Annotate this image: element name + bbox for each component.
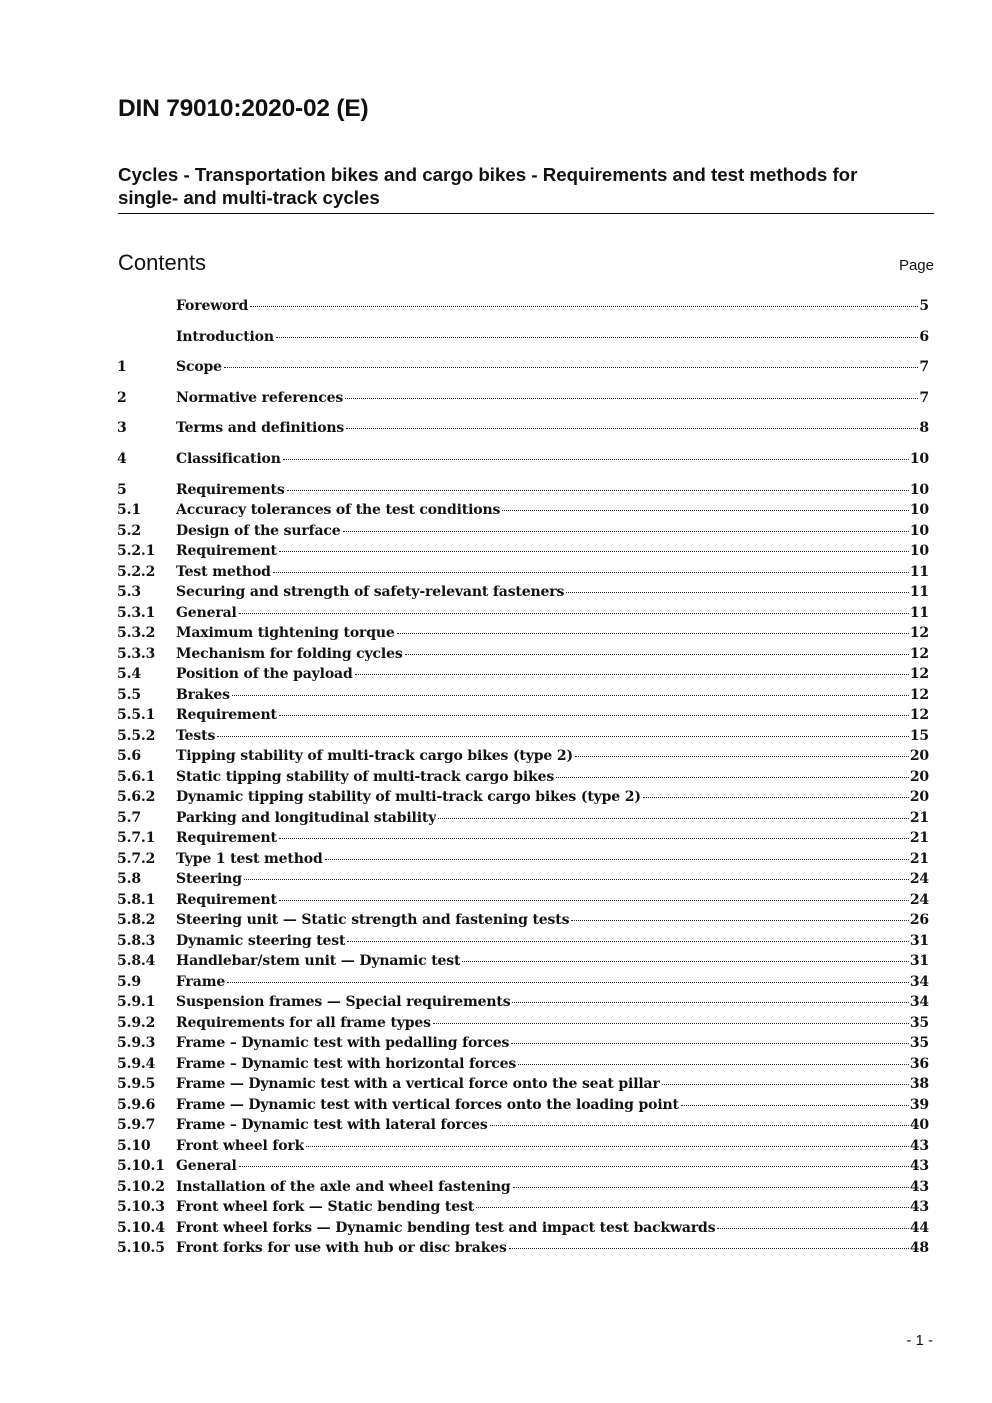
toc-dot-leader bbox=[227, 981, 909, 983]
toc-entry-number: 5.2 bbox=[117, 522, 141, 539]
toc-dot-leader bbox=[239, 1165, 909, 1167]
toc-entry-number: 1 bbox=[117, 359, 127, 376]
toc-dot-leader bbox=[662, 1083, 909, 1085]
toc-entry-title: Handlebar/stem unit — Dynamic test bbox=[176, 953, 461, 970]
toc-entry[interactable] bbox=[117, 828, 929, 849]
toc-entry-page: 24 bbox=[909, 871, 929, 888]
toc-entry-page: 26 bbox=[909, 912, 929, 929]
toc-dot-leader bbox=[244, 878, 909, 880]
toc-dot-leader bbox=[518, 1063, 909, 1065]
toc-entry-number: 5.10 bbox=[117, 1137, 151, 1154]
toc-entry-number: 5.3.1 bbox=[117, 604, 156, 621]
toc-entry-title: Requirement bbox=[176, 543, 277, 560]
toc-entry-page: 31 bbox=[909, 953, 929, 970]
toc-entry-title: Frame — Dynamic test with vertical forces onto the loading point bbox=[176, 1096, 679, 1113]
toc-entry-page: 35 bbox=[909, 1035, 929, 1052]
toc-dot-leader bbox=[287, 489, 909, 491]
toc-dot-leader bbox=[232, 694, 909, 696]
toc-dot-leader bbox=[347, 940, 908, 942]
toc-entry[interactable] bbox=[117, 623, 929, 644]
toc-entry-title: Dynamic tipping stability of multi-track cargo bikes (type 2) bbox=[176, 789, 641, 806]
toc-entry-title: Tipping stability of multi-track cargo bikes (type 2) bbox=[176, 748, 573, 765]
toc-entry-number: 5.5 bbox=[117, 686, 141, 703]
toc-entry[interactable] bbox=[117, 726, 929, 747]
toc-entry[interactable] bbox=[117, 1156, 929, 1177]
toc-entry-title: Maximum tightening torque bbox=[176, 625, 395, 642]
toc-entry[interactable] bbox=[117, 296, 929, 327]
toc-entry[interactable] bbox=[117, 327, 929, 358]
toc-entry-page: 12 bbox=[909, 707, 929, 724]
toc-entry-page: 43 bbox=[909, 1199, 929, 1216]
toc-entry-title: Frame – Dynamic test with lateral forces bbox=[176, 1117, 488, 1134]
toc-entry-title: Type 1 test method bbox=[176, 850, 323, 867]
toc-entry[interactable] bbox=[117, 992, 929, 1013]
toc-entry-page: 38 bbox=[909, 1076, 929, 1093]
toc-entry-page: 21 bbox=[909, 809, 929, 826]
toc-entry-number: 5.9 bbox=[117, 973, 141, 990]
toc-entry-number: 5.9.2 bbox=[117, 1014, 156, 1031]
toc-entry-title: Frame — Dynamic test with a vertical force onto the seat pillar bbox=[176, 1076, 660, 1093]
toc-entry-page: 11 bbox=[909, 563, 929, 580]
toc-entry-title: General bbox=[176, 604, 237, 621]
toc-entry-number: 5.9.5 bbox=[117, 1076, 156, 1093]
toc-entry-page: 43 bbox=[909, 1137, 929, 1154]
toc-dot-leader bbox=[397, 632, 909, 634]
toc-entry-number: 5.9.4 bbox=[117, 1055, 156, 1072]
toc-entry-title: Introduction bbox=[176, 328, 274, 345]
toc-dot-leader bbox=[279, 550, 909, 552]
toc-dot-leader bbox=[250, 305, 918, 307]
toc-entry-page: 11 bbox=[909, 604, 929, 621]
toc-entry-number: 5 bbox=[117, 481, 127, 498]
toc-entry[interactable] bbox=[117, 746, 929, 767]
toc-entry-page: 21 bbox=[909, 850, 929, 867]
toc-entry-title: Installation of the axle and wheel fastening bbox=[176, 1178, 511, 1195]
toc-dot-leader bbox=[343, 530, 909, 532]
toc-entry[interactable] bbox=[117, 418, 929, 449]
toc-entry[interactable] bbox=[117, 449, 929, 480]
toc-dot-leader bbox=[279, 899, 909, 901]
toc-entry-title: Requirements for all frame types bbox=[176, 1014, 431, 1031]
toc-entry-title: Mechanism for folding cycles bbox=[176, 645, 403, 662]
toc-entry-number: 5.10.5 bbox=[117, 1240, 165, 1257]
toc-entry-page: 10 bbox=[909, 450, 929, 467]
toc-dot-leader bbox=[283, 458, 909, 460]
toc-dot-leader bbox=[279, 837, 909, 839]
toc-dot-leader bbox=[273, 571, 909, 573]
toc-entry[interactable] bbox=[117, 664, 929, 685]
toc-entry-number: 5.8.1 bbox=[117, 891, 156, 908]
toc-entry-title: Foreword bbox=[176, 298, 249, 314]
toc-dot-leader bbox=[325, 858, 909, 860]
toc-entry-title: Static tipping stability of multi-track cargo bikes bbox=[176, 768, 555, 785]
toc-dot-leader bbox=[681, 1104, 909, 1106]
toc-entry-title: Normative references bbox=[176, 389, 344, 406]
table-of-contents bbox=[117, 296, 929, 1259]
toc-entry-title: Parking and longitudinal stability bbox=[176, 809, 437, 826]
toc-entry-number: 5.8.3 bbox=[117, 932, 156, 949]
toc-entry-title: Steering unit — Static strength and fastening tests bbox=[176, 912, 570, 929]
toc-entry-number: 5.9.1 bbox=[117, 994, 156, 1011]
toc-entry-title: Position of the payload bbox=[176, 666, 353, 683]
toc-entry-page: 34 bbox=[909, 994, 929, 1011]
toc-entry-number: 5.7.1 bbox=[117, 830, 156, 847]
toc-entry[interactable] bbox=[117, 1177, 929, 1198]
toc-entry-number: 5.6.2 bbox=[117, 789, 156, 806]
toc-entry[interactable] bbox=[117, 562, 929, 583]
toc-entry[interactable] bbox=[117, 500, 929, 521]
contents-title: Contents bbox=[118, 250, 207, 275]
toc-entry-title: Front wheel forks — Dynamic bending test and impact test backwards bbox=[176, 1219, 716, 1236]
toc-entry-title: Classification bbox=[176, 450, 281, 467]
toc-entry[interactable] bbox=[117, 541, 929, 562]
toc-entry-number: 5.9.7 bbox=[117, 1117, 156, 1134]
document-title bbox=[118, 163, 934, 214]
toc-entry[interactable] bbox=[117, 1074, 929, 1095]
toc-entry-title: Test method bbox=[176, 563, 271, 580]
toc-entry-page: 20 bbox=[909, 789, 929, 806]
toc-entry-title: Front wheel fork — Static bending test bbox=[176, 1199, 475, 1216]
toc-entry-number: 2 bbox=[117, 389, 127, 406]
toc-entry-number: 5.4 bbox=[117, 666, 141, 683]
toc-entry-number: 5.10.3 bbox=[117, 1199, 165, 1216]
toc-entry-number: 5.2.2 bbox=[117, 563, 156, 580]
toc-entry[interactable] bbox=[117, 521, 929, 542]
toc-entry-page: 40 bbox=[909, 1117, 929, 1134]
toc-dot-leader bbox=[511, 1042, 909, 1044]
toc-entry-number: 5.8.2 bbox=[117, 912, 156, 929]
toc-entry-page: 12 bbox=[909, 666, 929, 683]
toc-dot-leader bbox=[643, 796, 909, 798]
toc-entry-page: 6 bbox=[919, 328, 929, 345]
toc-entry-page: 7 bbox=[919, 389, 929, 406]
toc-entry-page: 34 bbox=[909, 973, 929, 990]
toc-dot-leader bbox=[571, 919, 908, 921]
toc-entry-number: 5.8.4 bbox=[117, 953, 156, 970]
toc-entry-title: Requirement bbox=[176, 891, 277, 908]
toc-entry-page: 15 bbox=[909, 727, 929, 744]
toc-entry-number: 5.5.2 bbox=[117, 727, 156, 744]
contents-heading bbox=[118, 250, 934, 280]
toc-entry[interactable] bbox=[117, 1033, 929, 1054]
toc-entry-title: Terms and definitions bbox=[176, 420, 345, 437]
toc-dot-leader bbox=[476, 1206, 909, 1208]
toc-entry-page: 7 bbox=[919, 359, 929, 376]
toc-entry[interactable] bbox=[117, 1197, 929, 1218]
toc-dot-leader bbox=[462, 960, 908, 962]
toc-entry-title: Suspension frames — Special requirements bbox=[176, 994, 511, 1011]
toc-entry-number: 5.3.3 bbox=[117, 645, 156, 662]
toc-dot-leader bbox=[355, 673, 909, 675]
toc-entry-page: 10 bbox=[909, 522, 929, 539]
toc-entry-number: 5.7 bbox=[117, 809, 141, 826]
toc-entry-number: 5.5.1 bbox=[117, 707, 156, 724]
document-title-line-1: Cycles - Transportation bikes and cargo bikes - Requirements and test methods for bbox=[118, 164, 858, 185]
toc-entry-title: Front forks for use with hub or disc brakes bbox=[176, 1240, 507, 1257]
toc-entry[interactable] bbox=[117, 1013, 929, 1034]
document-id: DIN 79010:2020-02 (E) bbox=[118, 95, 369, 122]
toc-dot-leader bbox=[405, 653, 909, 655]
toc-entry[interactable] bbox=[117, 808, 929, 829]
toc-entry[interactable] bbox=[117, 1115, 929, 1136]
toc-entry[interactable] bbox=[117, 1095, 929, 1116]
toc-entry-title: Design of the surface bbox=[176, 522, 341, 539]
toc-entry-page: 12 bbox=[909, 625, 929, 642]
toc-entry-number: 5.9.3 bbox=[117, 1035, 156, 1052]
toc-entry-page: 5 bbox=[919, 298, 929, 314]
toc-entry-page: 20 bbox=[909, 768, 929, 785]
toc-entry[interactable] bbox=[117, 869, 929, 890]
toc-entry-page: 12 bbox=[909, 645, 929, 662]
toc-entry-title: Accuracy tolerances of the test conditions bbox=[176, 502, 501, 519]
toc-entry-number: 5.9.6 bbox=[117, 1096, 156, 1113]
toc-entry[interactable] bbox=[117, 972, 929, 993]
toc-entry-title: Frame – Dynamic test with pedalling forces bbox=[176, 1035, 510, 1052]
toc-entry-title: Requirements bbox=[176, 481, 285, 498]
toc-dot-leader bbox=[345, 397, 918, 399]
toc-entry-page: 39 bbox=[909, 1096, 929, 1113]
toc-entry-page: 44 bbox=[909, 1219, 929, 1236]
toc-entry[interactable] bbox=[117, 644, 929, 665]
toc-dot-leader bbox=[217, 735, 909, 737]
toc-dot-leader bbox=[276, 336, 919, 338]
toc-dot-leader bbox=[566, 591, 909, 593]
toc-entry[interactable] bbox=[117, 951, 929, 972]
toc-entry[interactable] bbox=[117, 910, 929, 931]
toc-entry-title: Steering bbox=[176, 871, 242, 888]
toc-entry-number: 5.10.2 bbox=[117, 1178, 165, 1195]
document-header bbox=[118, 94, 934, 124]
toc-entry-title: Frame bbox=[176, 973, 226, 990]
toc-entry-title: Requirement bbox=[176, 707, 277, 724]
toc-entry-page: 10 bbox=[909, 481, 929, 498]
toc-entry-page: 20 bbox=[909, 748, 929, 765]
toc-entry-page: 24 bbox=[909, 891, 929, 908]
toc-entry-page: 10 bbox=[909, 502, 929, 519]
toc-entry-number: 5.3.2 bbox=[117, 625, 156, 642]
toc-entry[interactable] bbox=[117, 1054, 929, 1075]
toc-dot-leader bbox=[575, 755, 909, 757]
toc-entry-page: 43 bbox=[909, 1178, 929, 1195]
toc-entry-number: 5.1 bbox=[117, 502, 141, 519]
toc-entry-page: 11 bbox=[909, 584, 929, 601]
toc-entry-number: 5.10.1 bbox=[117, 1158, 165, 1175]
toc-entry[interactable] bbox=[117, 767, 929, 788]
toc-dot-leader bbox=[512, 1001, 908, 1003]
toc-dot-leader bbox=[490, 1124, 909, 1126]
footer-page-number: - 1 - bbox=[906, 1332, 933, 1349]
toc-dot-leader bbox=[239, 612, 909, 614]
toc-dot-leader bbox=[306, 1145, 909, 1147]
toc-entry-number: 5.10.4 bbox=[117, 1219, 165, 1236]
toc-entry-title: Scope bbox=[176, 359, 222, 376]
toc-dot-leader bbox=[509, 1247, 909, 1249]
toc-entry-page: 35 bbox=[909, 1014, 929, 1031]
toc-entry-page: 10 bbox=[909, 543, 929, 560]
document-title-line-2: single- and multi-track cycles bbox=[118, 187, 380, 208]
toc-entry-title: Brakes bbox=[176, 686, 230, 703]
toc-dot-leader bbox=[502, 509, 909, 511]
toc-dot-leader bbox=[438, 817, 909, 819]
toc-entry-number: 4 bbox=[117, 450, 127, 467]
toc-entry-page: 36 bbox=[909, 1055, 929, 1072]
toc-dot-leader bbox=[513, 1186, 909, 1188]
toc-entry-title: Frame – Dynamic test with horizontal forces bbox=[176, 1055, 517, 1072]
toc-entry[interactable] bbox=[117, 603, 929, 624]
toc-entry[interactable] bbox=[117, 1218, 929, 1239]
toc-entry[interactable] bbox=[117, 705, 929, 726]
toc-entry-page: 21 bbox=[909, 830, 929, 847]
toc-entry-title: Dynamic steering test bbox=[176, 932, 346, 949]
toc-entry[interactable] bbox=[117, 890, 929, 911]
toc-entry[interactable] bbox=[117, 1238, 929, 1259]
toc-entry-number: 5.7.2 bbox=[117, 850, 156, 867]
toc-entry[interactable] bbox=[117, 357, 929, 388]
toc-entry[interactable] bbox=[117, 388, 929, 419]
toc-entry-number: 5.3 bbox=[117, 584, 141, 601]
toc-entry-title: Requirement bbox=[176, 830, 277, 847]
toc-dot-leader bbox=[346, 427, 918, 429]
toc-entry-number: 5.8 bbox=[117, 871, 141, 888]
toc-entry-page: 43 bbox=[909, 1158, 929, 1175]
toc-dot-leader bbox=[556, 776, 909, 778]
toc-entry[interactable] bbox=[117, 787, 929, 808]
toc-entry-page: 12 bbox=[909, 686, 929, 703]
toc-entry-title: Tests bbox=[176, 727, 216, 744]
toc-entry-number: 5.2.1 bbox=[117, 543, 156, 560]
toc-dot-leader bbox=[717, 1227, 908, 1229]
toc-entry-title: General bbox=[176, 1158, 237, 1175]
toc-entry[interactable] bbox=[117, 931, 929, 952]
toc-entry[interactable] bbox=[117, 480, 929, 501]
toc-dot-leader bbox=[279, 714, 909, 716]
toc-dot-leader bbox=[433, 1022, 909, 1024]
toc-entry[interactable] bbox=[117, 582, 929, 603]
toc-dot-leader bbox=[224, 366, 918, 368]
toc-entry-number: 3 bbox=[117, 420, 127, 437]
toc-entry[interactable] bbox=[117, 685, 929, 706]
toc-entry[interactable] bbox=[117, 849, 929, 870]
toc-entry-page: 31 bbox=[909, 932, 929, 949]
page-column-label: Page bbox=[898, 257, 934, 274]
toc-entry-title: Securing and strength of safety-relevant fasteners bbox=[176, 584, 565, 601]
toc-entry-number: 5.6 bbox=[117, 748, 141, 765]
toc-entry-page: 8 bbox=[919, 420, 929, 437]
toc-entry-title: Front wheel fork bbox=[176, 1137, 305, 1154]
toc-entry[interactable] bbox=[117, 1136, 929, 1157]
toc-entry-number: 5.6.1 bbox=[117, 768, 156, 785]
toc-entry-page: 48 bbox=[909, 1240, 929, 1257]
